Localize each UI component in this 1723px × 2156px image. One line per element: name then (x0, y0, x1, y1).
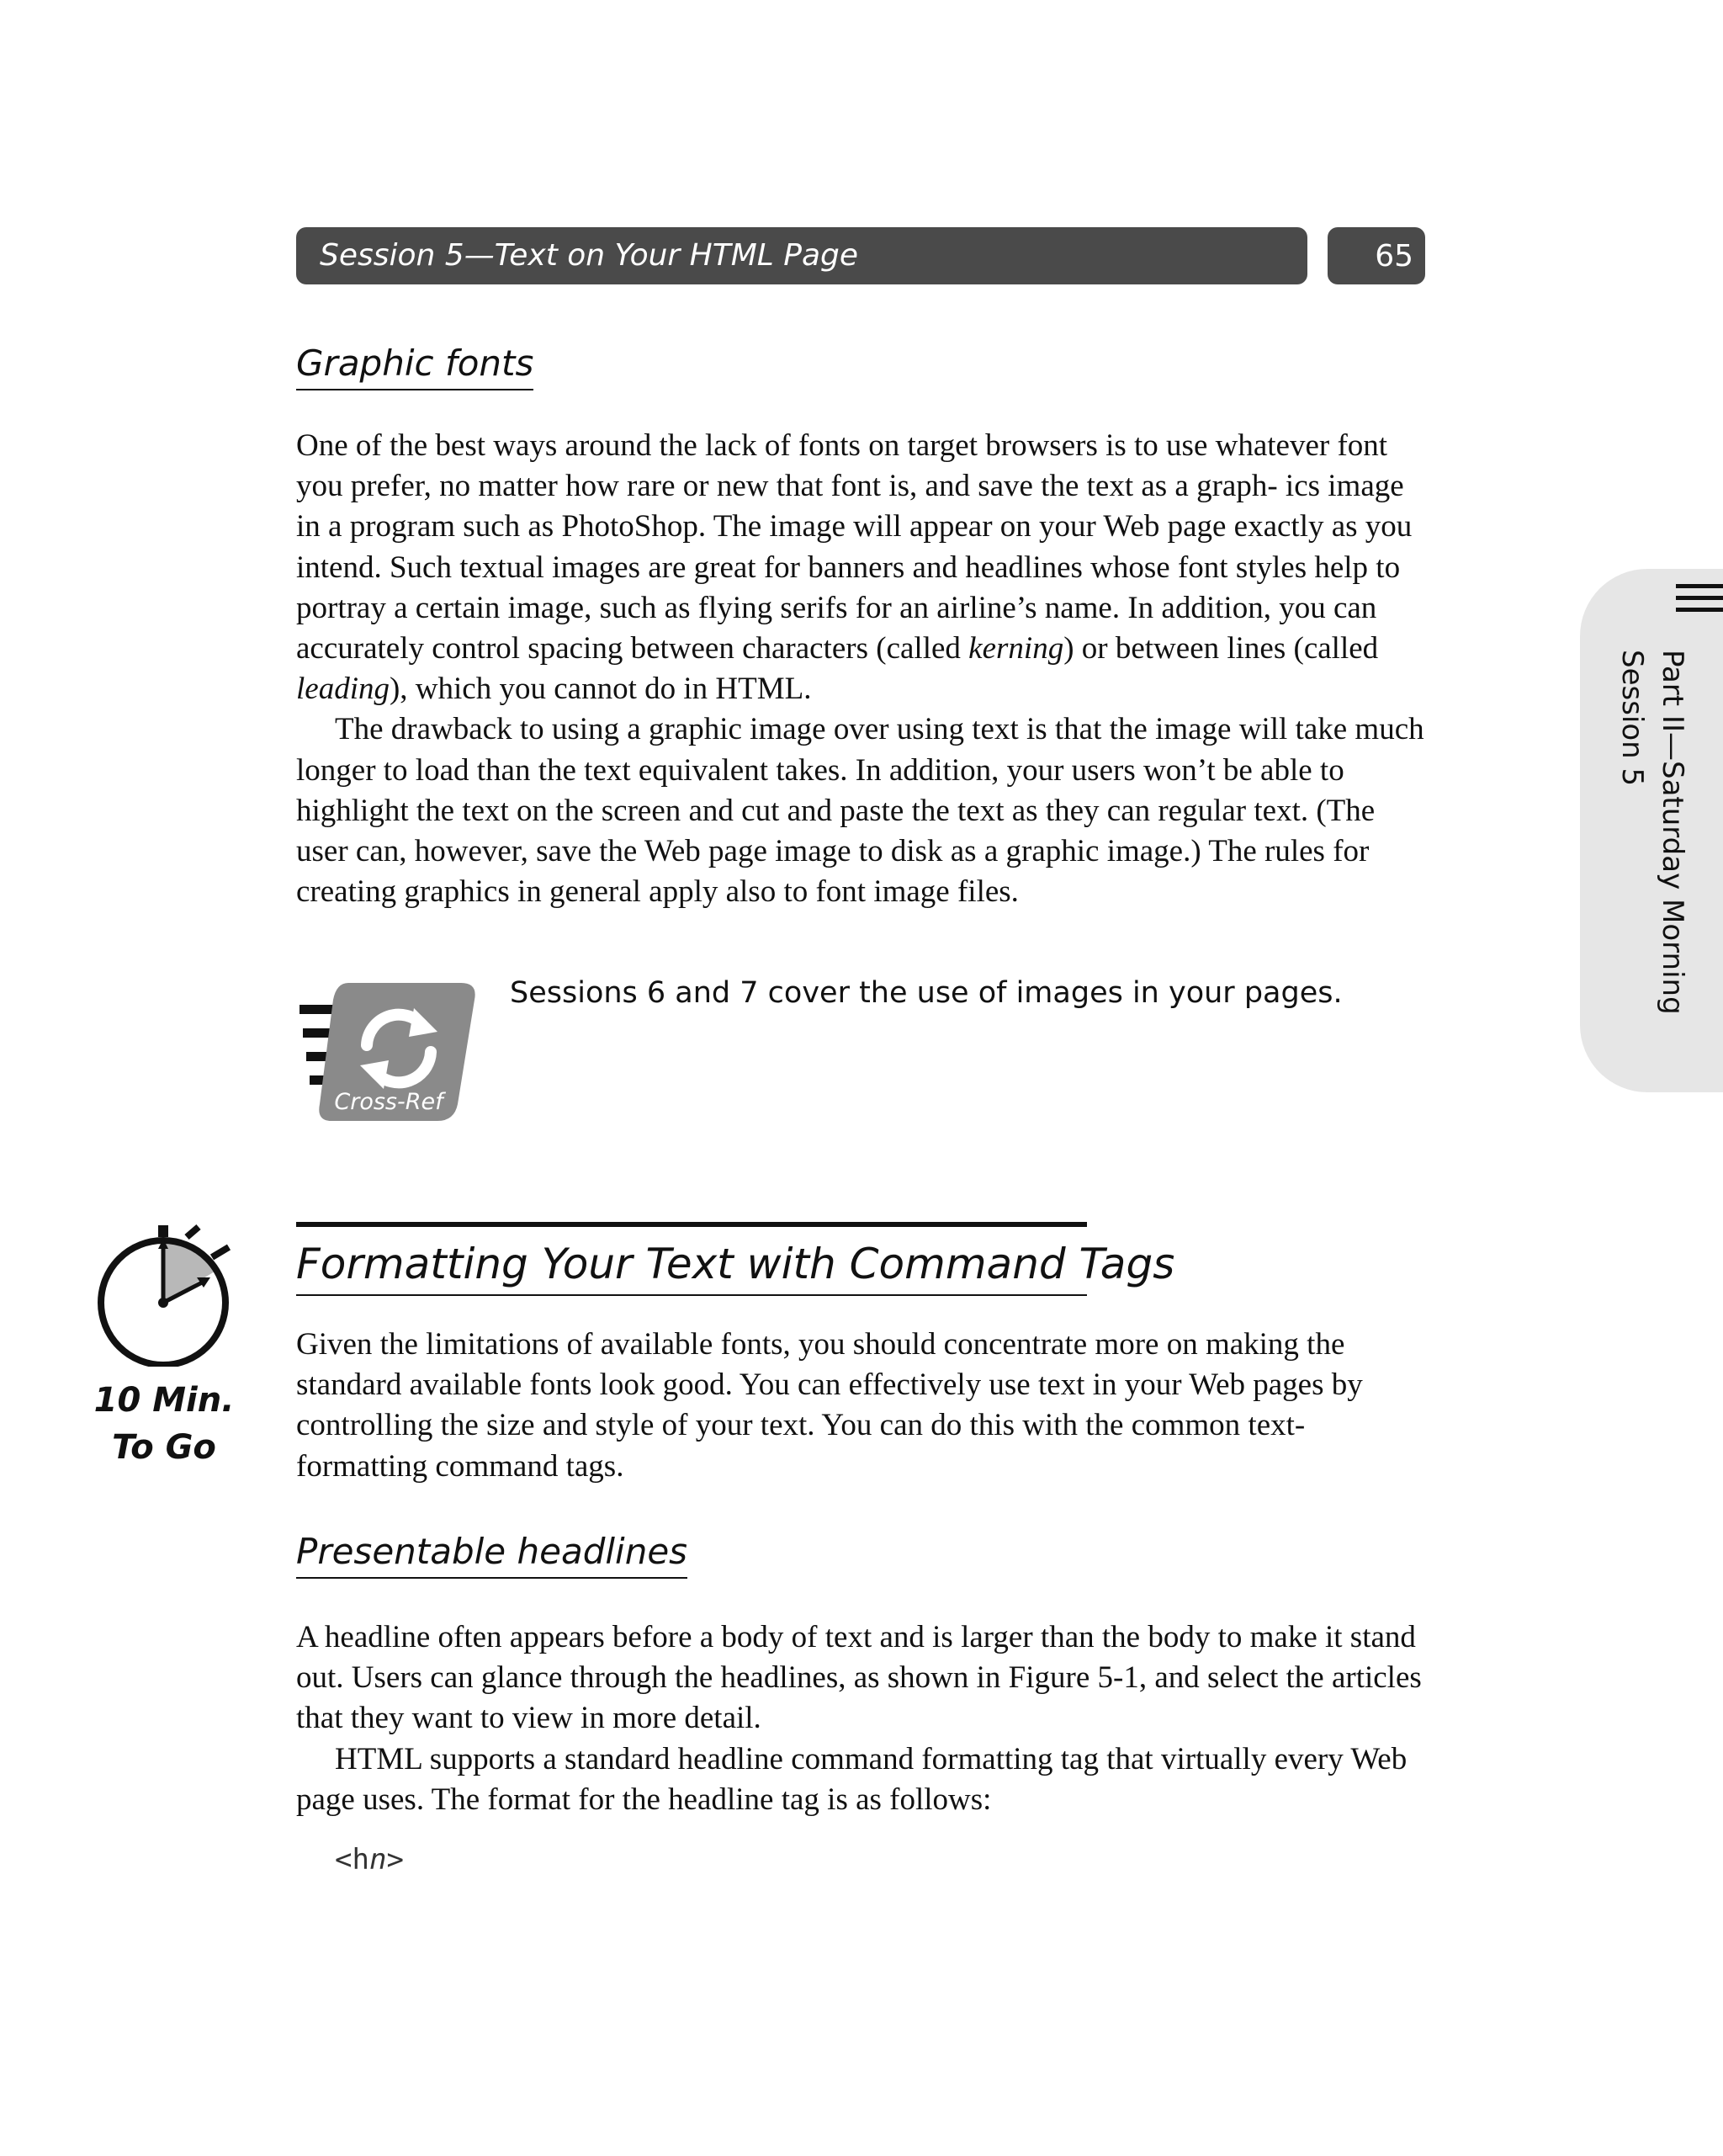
code-sample: <hn> (335, 1843, 404, 1877)
side-tab-text (1583, 650, 1693, 1087)
paragraph: Given the limitations of available fonts, you should concentrate more on making the standard available fonts look good. You can effectively use text in your Web pages by controlling the size and style of your text. You can do this with the common text-formatting command tags. (296, 1327, 1363, 1484)
paragraph: HTML supports a standard headline command formatting tag that virtually every Web page uses. The format for the headline tag is as follows: (296, 1741, 1408, 1817)
cross-ref-icon-label: Cross-Ref (334, 1089, 443, 1115)
paragraph: A headline often appears before a body of text and is larger than the body to make it stand out. Users can glance through the headlines, as shown in Figure 5-1, and select the articles that they want to view in more detail. (296, 1620, 1422, 1736)
graphic-fonts-body (296, 426, 1429, 912)
headlines-body (296, 1617, 1429, 1820)
page-number: 65 (1328, 227, 1425, 284)
heading-graphic-fonts: Graphic fonts (296, 340, 533, 390)
heading-formatting-text: Formatting Your Text with Command Tags (296, 1235, 1087, 1296)
stopwatch-icon (94, 1222, 237, 1367)
heading-presentable-headlines: Presentable headlines (296, 1528, 687, 1579)
formatting-body (296, 1325, 1429, 1487)
code-variable: n (368, 1843, 387, 1877)
side-tab-part-label: Part II—Saturday Morning (1656, 650, 1689, 1015)
section-heading-block (296, 1222, 1175, 1296)
paragraph: The drawback to using a graphic image over using text is that the image will take much longer to load than the text equivalent takes. In addition, your users won’t be able to highlight the text on the screen and cut and paste the text as they can regular text. (The user can, however, save the Web page image to disk as a graphic image.) The rules for creating graphics in general apply also to font image files. (296, 712, 1424, 910)
running-header-title: Session 5—Text on Your HTML Page (320, 238, 859, 273)
cross-ref-icon (296, 976, 481, 1123)
paragraph: One of the best ways around the lack of fonts on target browsers is to use whatever font you prefer, no matter how rare or new that font is, and save the text as a graph- ics image in a program such as PhotoShop. The image will appear on your Web page exactly as you intend. Such textual images are great for banners and headlines whose font styles help to portray a certain image, such as flying serifs for an airline’s name. In addition, you can accurately control spacing between characters (called kerning) or between lines (called leading), which you cannot do in HTML. (296, 428, 1413, 707)
term-kerning: kerning (968, 631, 1064, 666)
time-remaining-label: 10 Min. To Go (93, 1381, 235, 1467)
cross-ref-note: Sessions 6 and 7 cover the use of images in your pages. (510, 976, 1343, 1010)
section-heading-rule (296, 1222, 1087, 1227)
term-leading: leading (296, 672, 390, 707)
side-tab-lines-icon (1676, 584, 1723, 619)
side-tab-session-label: Session 5 (1615, 650, 1649, 787)
